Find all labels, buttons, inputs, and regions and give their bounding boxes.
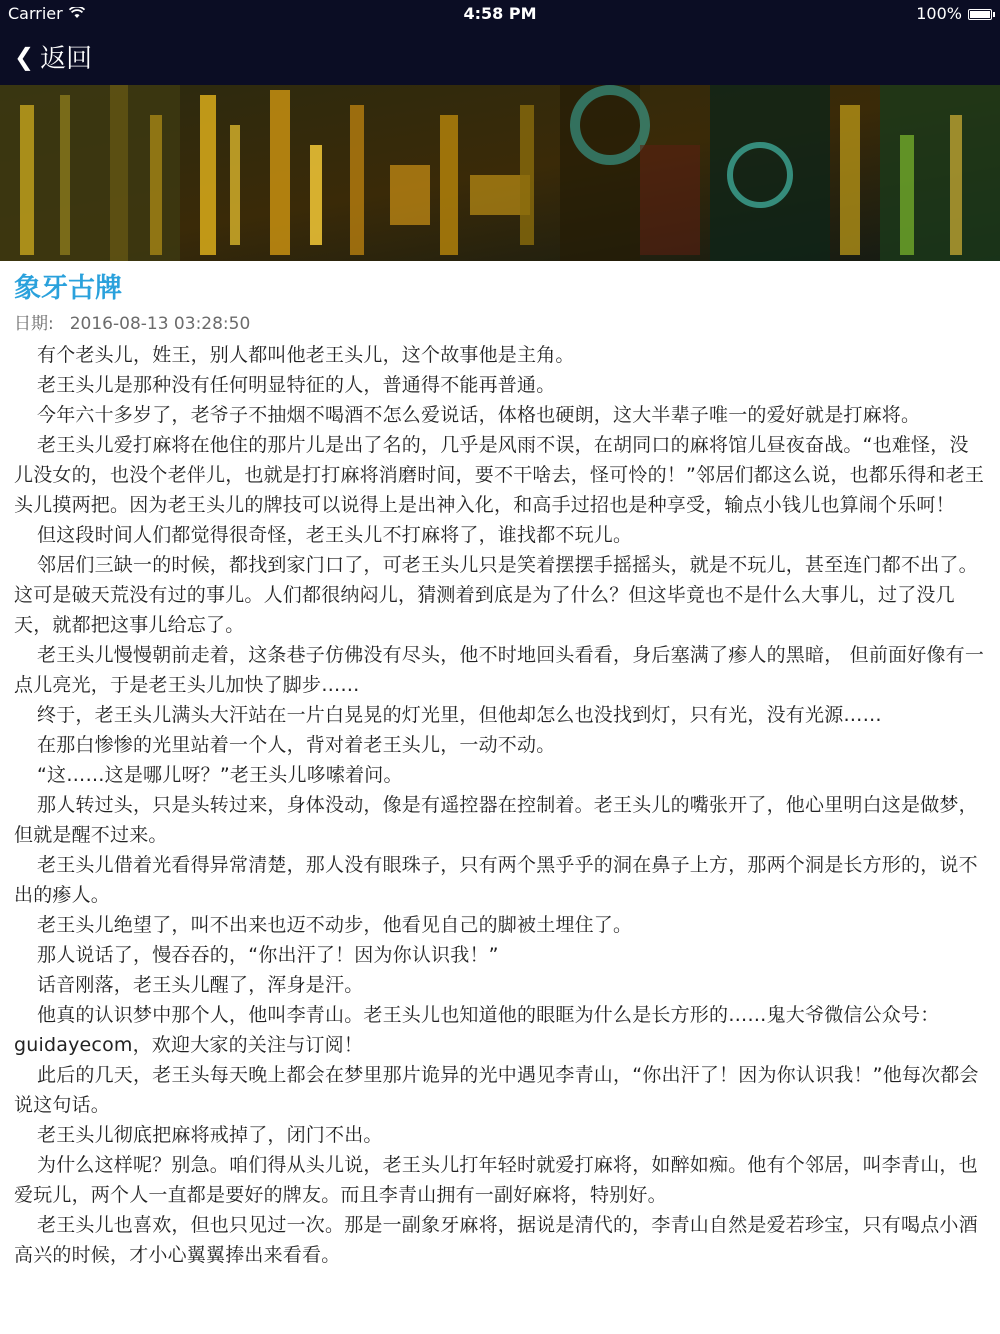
article-paragraph: 老王头儿是那种没有任何明显特征的人，普通得不能再普通。 (37, 374, 556, 396)
article-paragraph: 他真的认识梦中那个人，他叫李青山。老王头儿也知道他的眼眶为什么是长方形的……鬼大爷微信公众号：guidayecom，欢迎大家的关注与订阅！ (14, 1004, 940, 1056)
article-paragraph: 今年六十多岁了，老爷子不抽烟不喝酒不怎么爱说话，体格也硬朗，这大半辈子唯一的爱好就是打麻将。 (37, 404, 921, 426)
back-button[interactable] (14, 38, 92, 75)
article-paragraph: “这……这是哪儿呀？”老王头儿哆嗦着问。 (37, 764, 403, 786)
article-paragraph: 老王头儿借着光看得异常清楚，那人没有眼珠子，只有两个黑乎乎的洞在鼻子上方，那两个洞是长方形的，说不出的瘆人。 (14, 854, 978, 906)
article-paragraph: 老王头儿绝望了，叫不出来也迈不动步，他看见自己的脚被土埋住了。 (37, 914, 633, 936)
carrier-label: Carrier (8, 4, 63, 23)
article-paragraph: 但这段时间人们都觉得很奇怪，老王头儿不打麻将了，谁找都不玩儿。 (37, 524, 633, 546)
status-bar (0, 0, 1000, 28)
banner-artwork (0, 85, 1000, 261)
article-paragraph: 那人说话了，慢吞吞的，“你出汗了！因为你认识我！” (37, 944, 499, 966)
article-paragraph: 有个老头儿，姓王，别人都叫他老王头儿，这个故事他是主角。 (37, 344, 575, 366)
article-paragraph: 终于，老王头儿满头大汗站在一片白晃晃的灯光里，但他却怎么也没找到灯，只有光，没有光源…… (37, 704, 882, 726)
battery-label: 100% (916, 4, 962, 23)
status-right (916, 0, 992, 28)
article-body (14, 340, 986, 1270)
status-time: 4:58 PM (463, 4, 537, 23)
article-paragraph: 老王头儿也喜欢，但也只见过一次。那是一副象牙麻将，据说是清代的，李青山自然是爱若珍宝，只有喝点小酒高兴的时候，才小心翼翼捧出来看看。 (14, 1214, 978, 1266)
banner-image (0, 85, 1000, 261)
date-label: 日期: (14, 314, 54, 334)
article-paragraph: 老王头儿彻底把麻将戒掉了，闭门不出。 (37, 1124, 383, 1146)
article-paragraph: 此后的几天，老王头每天晚上都会在梦里那片诡异的光中遇见李青山，“你出汗了！因为你认识我！”他每次都会说这句话。 (14, 1064, 979, 1116)
date-value: 2016-08-13 03:28:50 (69, 314, 251, 334)
article (14, 270, 986, 1270)
article-paragraph: 话音刚落，老王头儿醒了，浑身是汗。 (37, 974, 364, 996)
article-paragraph: 那人转过头，只是头转过来，身体没动，像是有遥控器在控制着。老王头儿的嘴张开了，他心里明白这是做梦，但就是醒不过来。 (14, 794, 978, 846)
navigation-bar (0, 28, 1000, 85)
article-paragraph: 邻居们三缺一的时候，都找到家门口了，可老王头儿只是笑着摆摆手摇摇头，就是不玩儿，甚至连门都不出了。这可是破天荒没有过的事儿。人们都很纳闷儿，猜测着到底是为了什么？但这毕竟也不是什么大事儿，过了没几天，就都把这事儿给忘了。 (14, 554, 978, 636)
battery-icon (968, 9, 992, 20)
chevron-left-icon: ❮ (14, 42, 35, 71)
article-paragraph: 老王头儿慢慢朝前走着，这条巷子仿佛没有尽头，他不时地回头看看，身后塞满了瘆人的黑暗， 但前面好像有一点儿亮光，于是老王头儿加快了脚步…… (14, 644, 985, 696)
article-paragraph: 为什么这样呢？别急。咱们得从头儿说，老王头儿打年轻时就爱打麻将，如醉如痴。他有个邻居，叫李青山，也爱玩儿，两个人一直都是要好的牌友。而且李青山拥有一副好麻将，特别好。 (14, 1154, 978, 1206)
article-paragraph: 老王头儿爱打麻将在他住的那片儿是出了名的，几乎是风雨不误，在胡同口的麻将馆儿昼夜奋战。“也难怪，没儿没女的，也没个老伴儿，也就是打打麻将消磨时间，要不干啥去，怪可怜的！”邻居们都这么说，也都乐得和老王头儿摸两把。因为老王头儿的牌技可以说得上是出神入化，和高手过招也是种享受，输点小钱儿也算闹个乐呵！ (14, 434, 985, 516)
back-label: 返回 (40, 44, 93, 74)
article-title: 象牙古牌 (14, 273, 122, 304)
article-date (14, 308, 986, 340)
article-paragraph: 在那白惨惨的光里站着一个人，背对着老王头儿，一动不动。 (37, 734, 556, 756)
